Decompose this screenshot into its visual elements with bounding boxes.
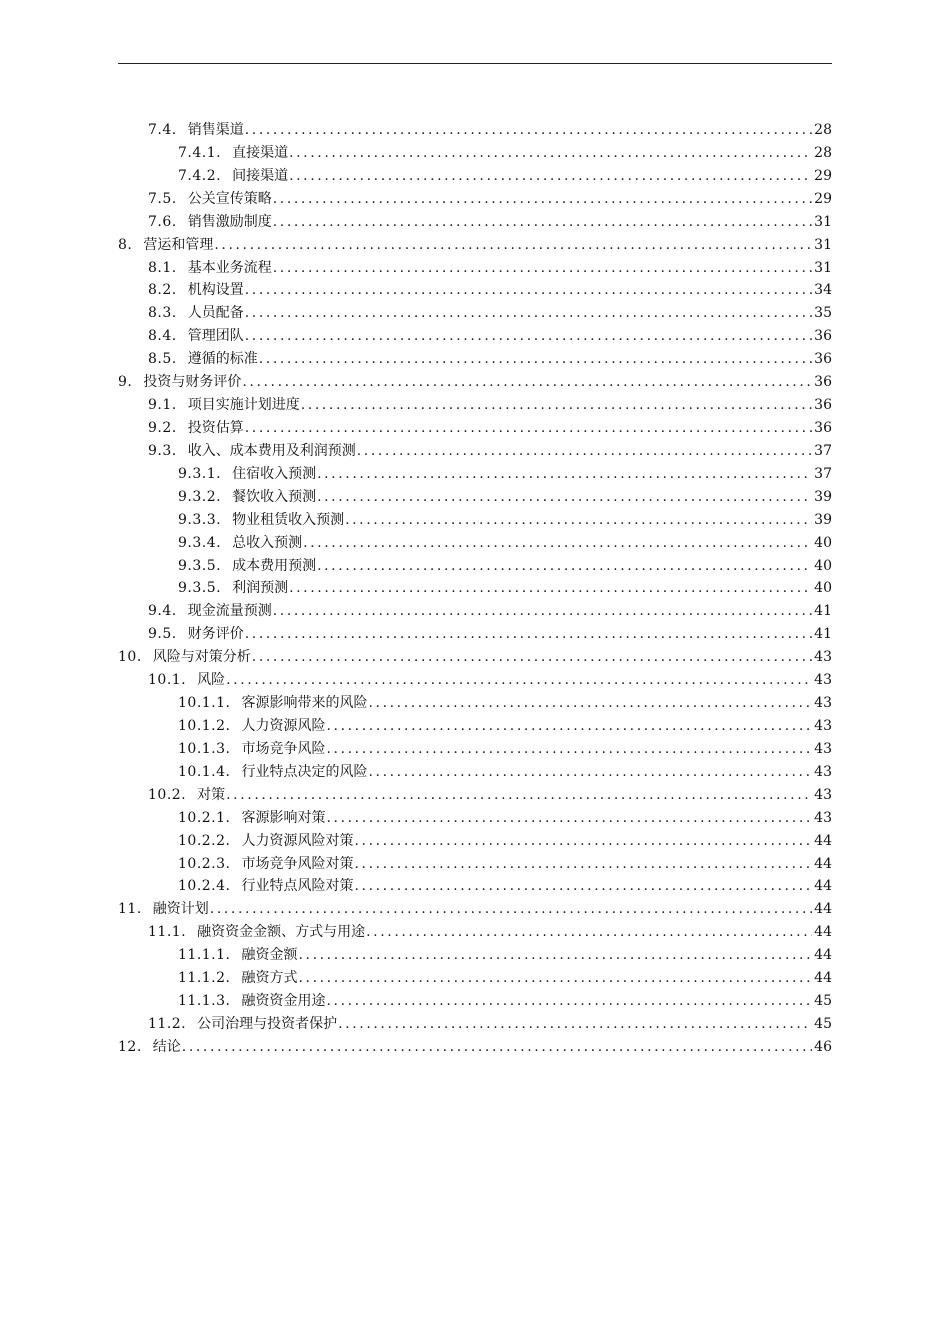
toc-entry[interactable] xyxy=(118,165,832,188)
toc-entry-title: 风险与对策分析 xyxy=(152,649,251,666)
toc-leader-dots xyxy=(366,921,812,944)
toc-entry-title: 融资资金用途 xyxy=(241,993,326,1010)
toc-entry[interactable] xyxy=(118,646,832,669)
toc-entry-page: 43 xyxy=(814,740,832,757)
toc-entry-page: 43 xyxy=(814,809,832,826)
toc-leader-dots xyxy=(245,325,812,348)
toc-entry[interactable] xyxy=(118,944,832,967)
toc-entry-number: 8.2. xyxy=(148,282,177,299)
toc-entry-page: 44 xyxy=(814,878,832,895)
header-rule xyxy=(118,63,832,64)
toc-leader-dots xyxy=(289,577,812,600)
toc-entry-page: 44 xyxy=(814,901,832,918)
toc-entry[interactable] xyxy=(118,257,832,280)
toc-entry-page: 31 xyxy=(814,236,832,253)
toc-entry[interactable] xyxy=(118,509,832,532)
toc-entry-number: 9.3. xyxy=(148,442,177,459)
toc-entry-title: 机构设置 xyxy=(187,282,244,299)
toc-entry-number: 9. xyxy=(118,374,133,391)
toc-leader-dots xyxy=(326,715,812,738)
toc-entry-number: 11. xyxy=(118,901,142,918)
toc-leader-dots xyxy=(354,853,812,876)
toc-entry-title: 成本费用预测 xyxy=(232,557,317,574)
toc-entry-number: 11.2. xyxy=(148,1015,187,1032)
toc-entry-page: 44 xyxy=(814,855,832,872)
toc-entry-title: 行业特点风险对策 xyxy=(241,878,354,895)
toc-entry[interactable] xyxy=(118,761,832,784)
toc-entry-page: 36 xyxy=(814,351,832,368)
toc-entry[interactable] xyxy=(118,921,832,944)
toc-entry-number: 7.4.1. xyxy=(178,144,222,161)
toc-entry-page: 28 xyxy=(814,144,832,161)
toc-entry[interactable] xyxy=(118,1013,832,1036)
toc-entry[interactable] xyxy=(118,417,832,440)
toc-entry[interactable] xyxy=(118,440,832,463)
toc-entry-title: 市场竞争风险 xyxy=(241,740,326,757)
toc-entry-title: 融资方式 xyxy=(241,970,298,987)
toc-entry-number: 10.1.1. xyxy=(178,695,231,712)
toc-entry[interactable] xyxy=(118,669,832,692)
toc-leader-dots xyxy=(317,486,812,509)
toc-entry-page: 40 xyxy=(814,580,832,597)
toc-entry-number: 7.4.2. xyxy=(178,167,222,184)
toc-entry-page: 45 xyxy=(814,1015,832,1032)
toc-entry-page: 43 xyxy=(814,717,832,734)
toc-entry-page: 37 xyxy=(814,442,832,459)
toc-leader-dots xyxy=(226,669,812,692)
toc-entry[interactable] xyxy=(118,371,832,394)
toc-entry[interactable] xyxy=(118,463,832,486)
toc-entry-title: 利润预测 xyxy=(232,580,289,597)
toc-entry-number: 10.1.4. xyxy=(178,763,231,780)
toc-entry-title: 风险 xyxy=(197,672,226,689)
toc-entry[interactable] xyxy=(118,600,832,623)
toc-entry-page: 37 xyxy=(814,465,832,482)
toc-entry-number: 9.3.2. xyxy=(178,488,222,505)
toc-leader-dots xyxy=(242,371,812,394)
toc-entry[interactable] xyxy=(118,325,832,348)
toc-entry-title: 间接渠道 xyxy=(232,167,289,184)
toc-entry-page: 43 xyxy=(814,672,832,689)
toc-entry-title: 对策 xyxy=(197,786,226,803)
toc-entry[interactable] xyxy=(118,555,832,578)
toc-leader-dots xyxy=(326,990,812,1013)
toc-entry-page: 39 xyxy=(814,511,832,528)
toc-leader-dots xyxy=(326,738,812,761)
toc-entry-title: 市场竞争风险对策 xyxy=(241,855,354,872)
toc-entry-number: 10.2. xyxy=(148,786,187,803)
toc-entry-number: 9.3.5. xyxy=(178,580,222,597)
toc-entry[interactable] xyxy=(118,394,832,417)
toc-entry-title: 直接渠道 xyxy=(232,144,289,161)
toc-entry-page: 29 xyxy=(814,167,832,184)
toc-leader-dots xyxy=(273,211,812,234)
toc-entry-page: 44 xyxy=(814,832,832,849)
toc-entry-title: 财务评价 xyxy=(187,626,244,643)
toc-entry-page: 36 xyxy=(814,328,832,345)
toc-entry-number: 8.4. xyxy=(148,328,177,345)
toc-leader-dots xyxy=(317,463,812,486)
toc-entry-title: 物业租赁收入预测 xyxy=(232,511,345,528)
toc-leader-dots xyxy=(368,692,812,715)
toc-entry-page: 31 xyxy=(814,213,832,230)
toc-entry-number: 10.2.2. xyxy=(178,832,231,849)
toc-leader-dots xyxy=(357,440,812,463)
toc-entry-title: 管理团队 xyxy=(187,328,244,345)
toc-entry-title: 投资与财务评价 xyxy=(143,374,242,391)
toc-entry-number: 12. xyxy=(118,1038,142,1055)
toc-entry-title: 融资金额 xyxy=(241,947,298,964)
table-of-contents xyxy=(118,119,832,1059)
toc-leader-dots xyxy=(273,188,812,211)
toc-entry[interactable] xyxy=(118,807,832,830)
toc-entry-number: 10.1.3. xyxy=(178,740,231,757)
toc-leader-dots xyxy=(259,348,812,371)
toc-entry-page: 43 xyxy=(814,649,832,666)
toc-entry-title: 公关宣传策略 xyxy=(187,190,272,207)
toc-entry[interactable] xyxy=(118,142,832,165)
toc-entry-title: 融资计划 xyxy=(152,901,209,918)
toc-entry[interactable] xyxy=(118,692,832,715)
toc-entry[interactable] xyxy=(118,875,832,898)
toc-entry-page: 39 xyxy=(814,488,832,505)
toc-entry[interactable] xyxy=(118,532,832,555)
toc-leader-dots xyxy=(273,257,812,280)
toc-leader-dots xyxy=(252,646,812,669)
toc-entry-number: 9.3.3. xyxy=(178,511,222,528)
toc-entry-title: 销售激励制度 xyxy=(187,213,272,230)
toc-entry-title: 销售渠道 xyxy=(187,122,244,138)
toc-entry-title: 客源影响对策 xyxy=(241,809,326,826)
toc-entry-number: 9.3.5. xyxy=(178,557,222,574)
toc-leader-dots xyxy=(182,1036,812,1059)
toc-entry-number: 11.1.1. xyxy=(178,947,231,964)
toc-entry-number: 7.4. xyxy=(148,122,177,138)
toc-leader-dots xyxy=(317,555,812,578)
toc-entry[interactable] xyxy=(118,279,832,302)
toc-entry-title: 行业特点决定的风险 xyxy=(241,763,368,780)
toc-entry-title: 营运和管理 xyxy=(143,236,214,253)
toc-leader-dots xyxy=(368,761,812,784)
toc-entry-page: 28 xyxy=(814,122,832,138)
toc-entry[interactable] xyxy=(118,1036,832,1059)
toc-entry-title: 投资估算 xyxy=(187,419,244,436)
toc-entry-number: 9.3.1. xyxy=(178,465,222,482)
toc-leader-dots xyxy=(210,898,812,921)
toc-entry-title: 基本业务流程 xyxy=(187,259,272,276)
toc-entry[interactable] xyxy=(118,119,832,142)
toc-entry-page: 43 xyxy=(814,786,832,803)
toc-entry[interactable] xyxy=(118,898,832,921)
toc-entry-title: 人员配备 xyxy=(187,305,244,322)
toc-entry-title: 结论 xyxy=(152,1038,181,1055)
toc-entry-number: 8.1. xyxy=(148,259,177,276)
toc-entry[interactable] xyxy=(118,577,832,600)
toc-entry-page: 45 xyxy=(814,993,832,1010)
toc-leader-dots xyxy=(345,509,812,532)
toc-leader-dots xyxy=(273,600,812,623)
toc-leader-dots xyxy=(245,417,812,440)
toc-entry-title: 客源影响带来的风险 xyxy=(241,695,368,712)
toc-entry[interactable] xyxy=(118,830,832,853)
toc-leader-dots xyxy=(226,784,812,807)
toc-leader-dots xyxy=(303,532,812,555)
toc-leader-dots xyxy=(289,165,812,188)
toc-entry-page: 36 xyxy=(814,374,832,391)
toc-entry-title: 公司治理与投资者保护 xyxy=(197,1015,338,1032)
toc-entry-page: 36 xyxy=(814,397,832,414)
toc-leader-dots xyxy=(245,623,812,646)
toc-entry[interactable] xyxy=(118,853,832,876)
toc-entry-title: 现金流量预测 xyxy=(187,603,272,620)
toc-entry-number: 8.3. xyxy=(148,305,177,322)
toc-leader-dots xyxy=(245,302,812,325)
toc-entry-number: 9.2. xyxy=(148,419,177,436)
toc-leader-dots xyxy=(354,830,812,853)
toc-entry-page: 43 xyxy=(814,763,832,780)
toc-entry-page: 44 xyxy=(814,924,832,941)
toc-entry[interactable] xyxy=(118,967,832,990)
toc-entry-number: 9.4. xyxy=(148,603,177,620)
toc-entry-page: 40 xyxy=(814,534,832,551)
toc-entry-page: 46 xyxy=(814,1038,832,1055)
toc-leader-dots xyxy=(298,944,812,967)
toc-entry-number: 9.3.4. xyxy=(178,534,222,551)
toc-leader-dots xyxy=(245,119,812,142)
toc-entry-number: 9.1. xyxy=(148,397,177,414)
toc-entry-page: 41 xyxy=(814,626,832,643)
toc-entry-page: 31 xyxy=(814,259,832,276)
toc-entry-title: 住宿收入预测 xyxy=(232,465,317,482)
toc-leader-dots xyxy=(214,234,812,257)
toc-entry-title: 总收入预测 xyxy=(232,534,303,551)
toc-leader-dots xyxy=(245,279,812,302)
toc-entry-title: 人力资源风险对策 xyxy=(241,832,354,849)
toc-entry-number: 7.6. xyxy=(148,213,177,230)
toc-entry-title: 收入、成本费用及利润预测 xyxy=(187,442,356,459)
toc-entry-page: 44 xyxy=(814,947,832,964)
toc-entry-number: 9.5. xyxy=(148,626,177,643)
toc-entry[interactable] xyxy=(118,486,832,509)
toc-entry-number: 10.1. xyxy=(148,672,187,689)
toc-entry[interactable] xyxy=(118,211,832,234)
toc-entry-page: 44 xyxy=(814,970,832,987)
toc-entry-number: 11.1. xyxy=(148,924,187,941)
toc-entry[interactable] xyxy=(118,234,832,257)
toc-entry[interactable] xyxy=(118,784,832,807)
toc-entry[interactable] xyxy=(118,738,832,761)
toc-entry-page: 40 xyxy=(814,557,832,574)
toc-leader-dots xyxy=(289,142,812,165)
toc-leader-dots xyxy=(338,1013,812,1036)
toc-entry[interactable] xyxy=(118,715,832,738)
toc-entry-page: 36 xyxy=(814,419,832,436)
toc-leader-dots xyxy=(298,967,812,990)
toc-entry-number: 8.5. xyxy=(148,351,177,368)
toc-entry[interactable] xyxy=(118,302,832,325)
toc-entry-page: 34 xyxy=(814,282,832,299)
toc-entry-number: 10. xyxy=(118,649,142,666)
toc-entry-number: 10.1.2. xyxy=(178,717,231,734)
toc-leader-dots xyxy=(301,394,812,417)
toc-entry-number: 10.2.3. xyxy=(178,855,231,872)
toc-entry[interactable] xyxy=(118,348,832,371)
toc-leader-dots xyxy=(354,875,812,898)
toc-entry[interactable] xyxy=(118,990,832,1013)
toc-entry-title: 人力资源风险 xyxy=(241,717,326,734)
toc-entry[interactable] xyxy=(118,188,832,211)
toc-entry-page: 41 xyxy=(814,603,832,620)
toc-entry-title: 融资资金金额、方式与用途 xyxy=(197,924,366,941)
toc-entry-number: 11.1.2. xyxy=(178,970,231,987)
toc-entry-number: 7.5. xyxy=(148,190,177,207)
toc-entry-title: 项目实施计划进度 xyxy=(187,397,300,414)
toc-entry-number: 8. xyxy=(118,236,133,253)
toc-leader-dots xyxy=(326,807,812,830)
toc-entry[interactable] xyxy=(118,623,832,646)
toc-entry-number: 10.2.4. xyxy=(178,878,231,895)
toc-entry-title: 遵循的标准 xyxy=(187,351,258,368)
toc-entry-page: 29 xyxy=(814,190,832,207)
toc-entry-title: 餐饮收入预测 xyxy=(232,488,317,505)
toc-entry-page: 43 xyxy=(814,695,832,712)
toc-entry-number: 10.2.1. xyxy=(178,809,231,826)
toc-entry-number: 11.1.3. xyxy=(178,993,231,1010)
toc-entry-page: 35 xyxy=(814,305,832,322)
